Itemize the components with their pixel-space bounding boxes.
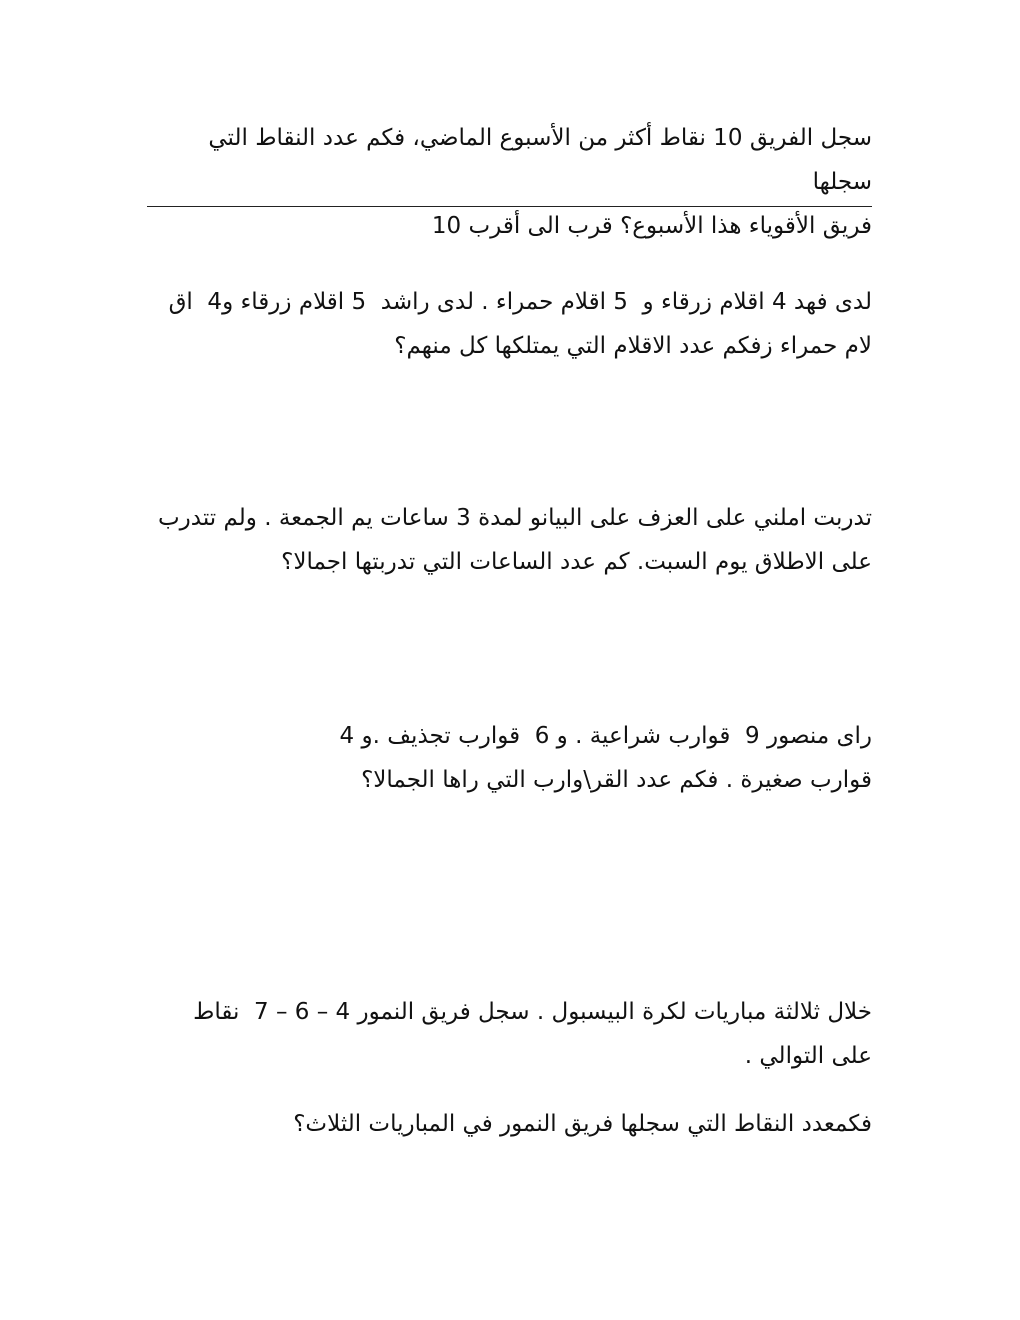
question-1-line-2: فريق الأقوياء هذا الأسبوع؟ قرب الى أقرب 10 — [431, 213, 872, 239]
question-4-line-1: راى منصور 9 قوارب شراعية . و 6 قوارب تجذيف .و 4 — [339, 723, 872, 749]
question-5-line-2: على التوالي . — [744, 1043, 872, 1069]
question-4 — [147, 714, 872, 802]
answer-line — [147, 206, 872, 207]
question-4-line-2: قوارب صغيرة . فكم عدد القر\وارب التي راها الجمالا؟ — [361, 767, 872, 793]
question-3 — [147, 496, 872, 584]
question-2 — [147, 280, 872, 368]
question-3-line-2: على الاطلاق يوم السبت. كم عدد الساعات التي تدربتها اجمالا؟ — [281, 549, 872, 575]
question-5-line-3: فكمعدد النقاط التي سجلها فريق النمور في المباريات الثلاث؟ — [293, 1111, 872, 1137]
question-2-line-2: لام حمراء زفكم عدد الاقلام التي يمتلكها كل منهم؟ — [394, 333, 872, 359]
question-5-line-1: خلال ثلالثة مباريات لكرة البيسبول . سجل فريق النمور 4 – 6 – 7 نقاط — [193, 999, 872, 1025]
question-5 — [147, 990, 872, 1146]
spacer — [147, 1078, 872, 1102]
question-1 — [147, 116, 872, 248]
question-1-line-1: سجل الفريق 10 نقاط أكثر من الأسبوع الماضي، فكم عدد النقاط التي سجلها — [201, 125, 872, 195]
question-2-line-1: لدى فهد 4 اقلام زرقاء و 5 اقلام حمراء . لدى راشد 5 اقلام زرقاء و4 اق — [168, 289, 872, 315]
question-3-line-1: تدربت املني على العزف على البيانو لمدة 3 ساعات يم الجمعة . ولم تتدرب — [158, 505, 872, 531]
